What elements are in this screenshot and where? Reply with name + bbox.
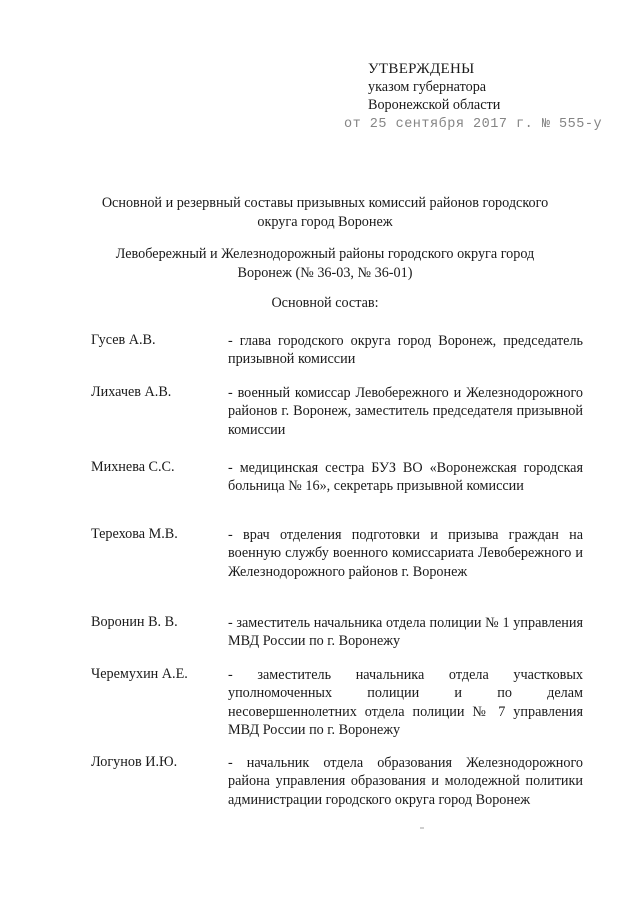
member-name: Воронин В. В. (91, 614, 178, 630)
approval-date-stamp: от 25 сентября 2017 г. № 555-у (344, 117, 603, 132)
member-name: Логунов И.Ю. (91, 754, 178, 770)
member-role: - заместитель начальника отдела участковых уполномоченных полиции и по делам несовершеннолетних отдела полиции № 7 управления МВД России по г. Воронежу (228, 667, 583, 738)
member-role: - военный комиссар Левобережного и Железнодорожного районов г. Воронеж, заместитель председателя призывной комиссии (228, 385, 583, 438)
approval-heading: УТВЕРЖДЕНЫ (368, 61, 475, 77)
member-role: - глава городского округа город Воронеж, председатель призывной комиссии (228, 333, 583, 368)
member-name: Лихачев А.В. (91, 384, 172, 400)
member-role: - врач отделения подготовки и призыва граждан на военную службу военного комиссариата Левобережного и Железнодорожного районов г. Воронеж (228, 527, 583, 580)
document-subtitle: Левобережный и Железнодорожный районы городского округа город Воронеж (№ 36-03, № 36-01) (115, 246, 535, 281)
approval-line-1: указом губернатора (368, 79, 487, 95)
document-title: Основной и резервный составы призывных комиссий районов городского округа город Воронеж (101, 195, 549, 230)
member-name: Терехова М.В. (91, 526, 178, 542)
scan-speck (420, 827, 424, 829)
member-role: - заместитель начальника отдела полиции № 1 управления МВД России по г. Воронежу (228, 615, 583, 650)
section-heading: Основной состав: (271, 295, 379, 311)
member-name: Черемухин А.Е. (91, 666, 188, 682)
member-role: - начальник отдела образования Железнодорожного района управления образования и молодежной политики администрации городского округа город Воронеж (228, 755, 583, 808)
member-role: - медицинская сестра БУЗ ВО «Воронежская городская больница № 16», секретарь призывной комиссии (228, 460, 583, 495)
member-name: Гусев А.В. (91, 332, 156, 348)
approval-block (344, 60, 603, 134)
approval-line-2: Воронежской области (368, 97, 501, 113)
member-name: Михнева С.С. (91, 459, 175, 475)
